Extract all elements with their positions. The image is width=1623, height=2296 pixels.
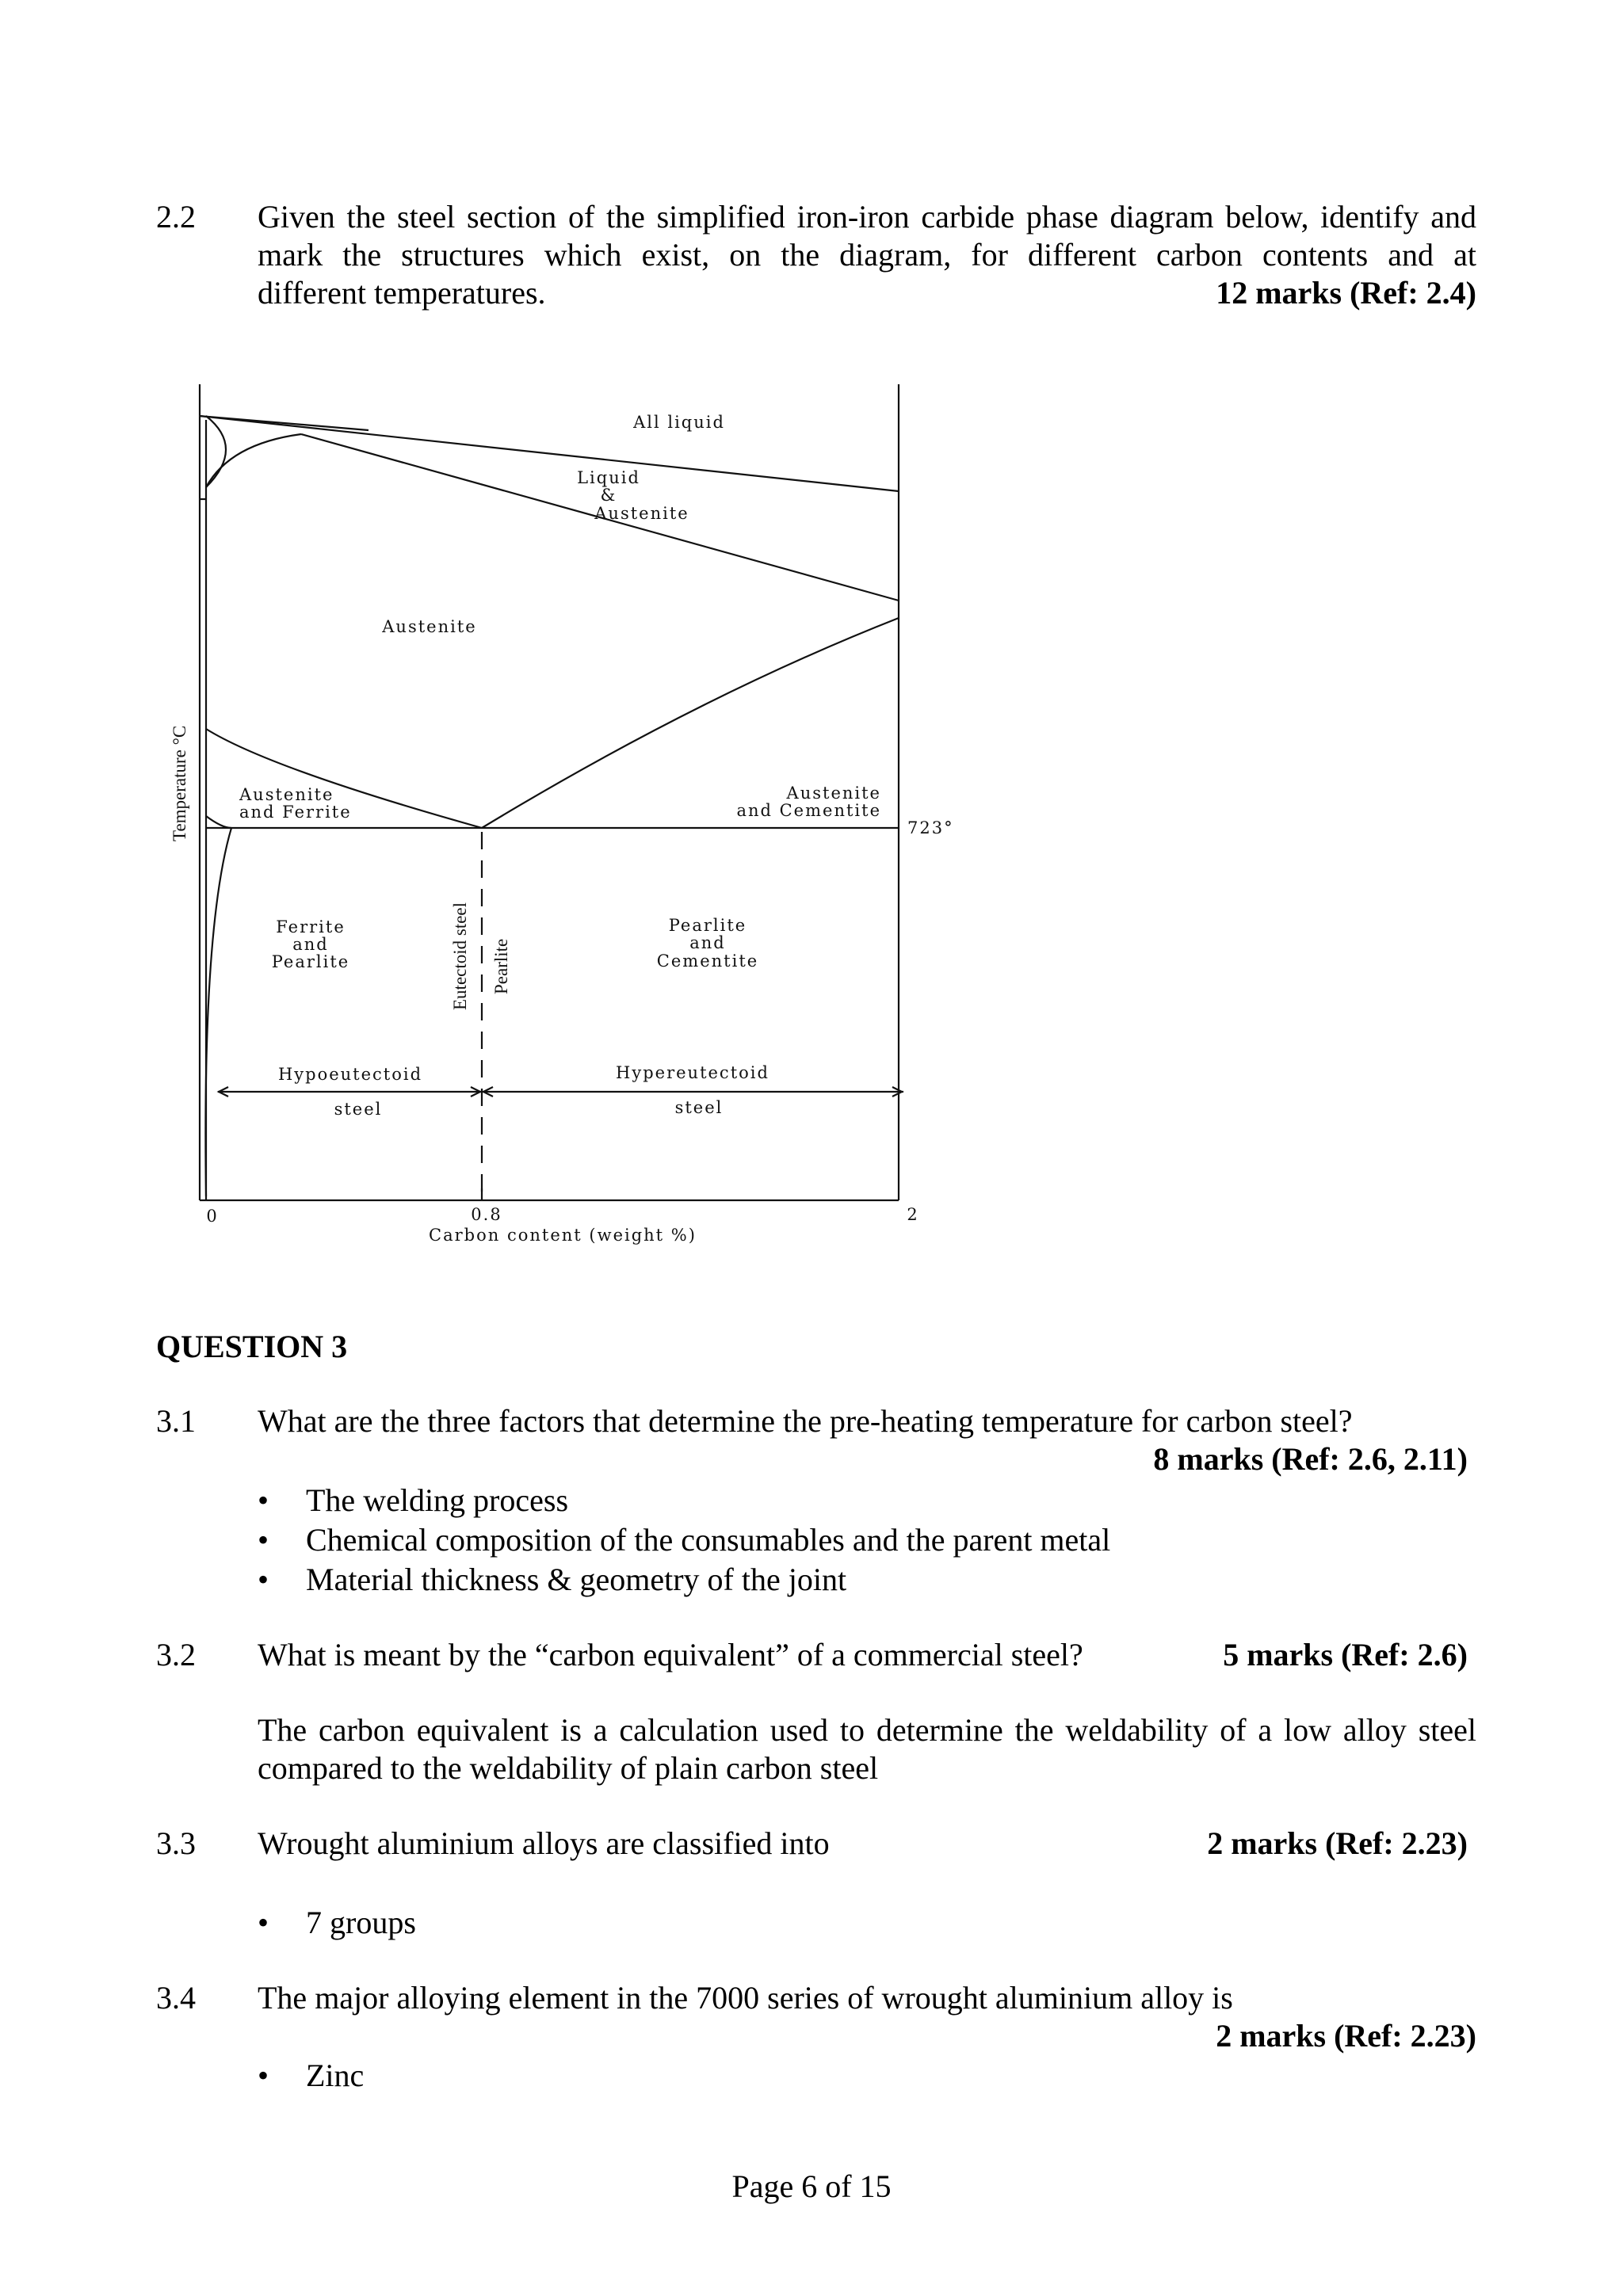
question-text-line: mark the structures which exist, on the diagram, for different carbon contents and at [258, 237, 1476, 273]
answer-text-line: compared to the weldability of plain carbon steel [258, 1750, 879, 1786]
region-label: All liquid [633, 413, 725, 432]
pearlite-label: Pearlite [491, 938, 511, 994]
region-label: Pearlite [271, 952, 350, 971]
section-heading: QUESTION 3 [156, 1329, 348, 1364]
marks-label: 12 marks (Ref: 2.4) [1216, 275, 1476, 311]
question-number: 3.4 [156, 1980, 196, 2016]
marks-label: 8 marks (Ref: 2.6, 2.11) [1153, 1441, 1468, 1477]
marks-label: 2 marks (Ref: 2.23) [1207, 1825, 1468, 1861]
question-number: 3.3 [156, 1825, 196, 1861]
region-label: & [600, 486, 617, 505]
region-label: Pearlite [668, 916, 747, 935]
x-tick-label: 0 [206, 1207, 219, 1226]
region-label: Hypoeutectoid [277, 1065, 423, 1084]
question-number: 2.2 [156, 199, 196, 235]
question-text-line: Given the steel section of the simplified iron-iron carbide phase diagram below, identify and [258, 199, 1476, 235]
region-label: and [292, 935, 329, 954]
region-label: Hypereutectoid [616, 1063, 769, 1082]
liquidus-line [200, 416, 899, 491]
x-tick-label: 0.8 [471, 1205, 502, 1224]
y-axis-label: Temperature °C [170, 725, 189, 841]
region-label: Austenite [594, 504, 689, 523]
region-label: Austenite [382, 617, 477, 636]
question-text: The major alloying element in the 7000 series of wrought aluminium alloy is [258, 1980, 1233, 2016]
eutectoid-steel-label: Eutectoid steel [450, 902, 470, 1010]
question-text-line: different temperatures. [258, 275, 546, 311]
page-number: Page 6 of 15 [731, 2168, 892, 2204]
question-number: 3.2 [156, 1637, 196, 1672]
region-label: Austenite [786, 784, 881, 803]
question-text: What is meant by the “carbon equivalent” of a commercial steel? [258, 1637, 1083, 1672]
marks-label: 5 marks (Ref: 2.6) [1223, 1637, 1468, 1672]
region-label: Austenite [239, 785, 334, 804]
x-axis-label: Carbon content (weight %) [429, 1226, 697, 1245]
region-label: Liquid [577, 468, 640, 487]
region-label: and Ferrite [239, 803, 352, 822]
region-label: steel [334, 1100, 383, 1119]
phase-diagram [158, 372, 991, 1260]
x-tick-label: 2 [907, 1205, 919, 1224]
temperature-label: 723° [907, 818, 954, 837]
question-text: What are the three factors that determine the pre-heating temperature for carbon steel? [258, 1403, 1353, 1439]
question-text: Wrought aluminium alloys are classified into [258, 1825, 830, 1861]
region-label: and [689, 933, 726, 952]
region-label: Cementite [656, 952, 759, 971]
region-label: steel [674, 1098, 724, 1117]
question-number: 3.1 [156, 1403, 196, 1439]
answer-text-line: The carbon equivalent is a calculation used to determine the weldability of a low alloy steel [258, 1712, 1476, 1748]
marks-label: 2 marks (Ref: 2.23) [1216, 2018, 1476, 2054]
region-label: and Cementite [736, 801, 881, 820]
region-label: Ferrite [276, 917, 346, 936]
